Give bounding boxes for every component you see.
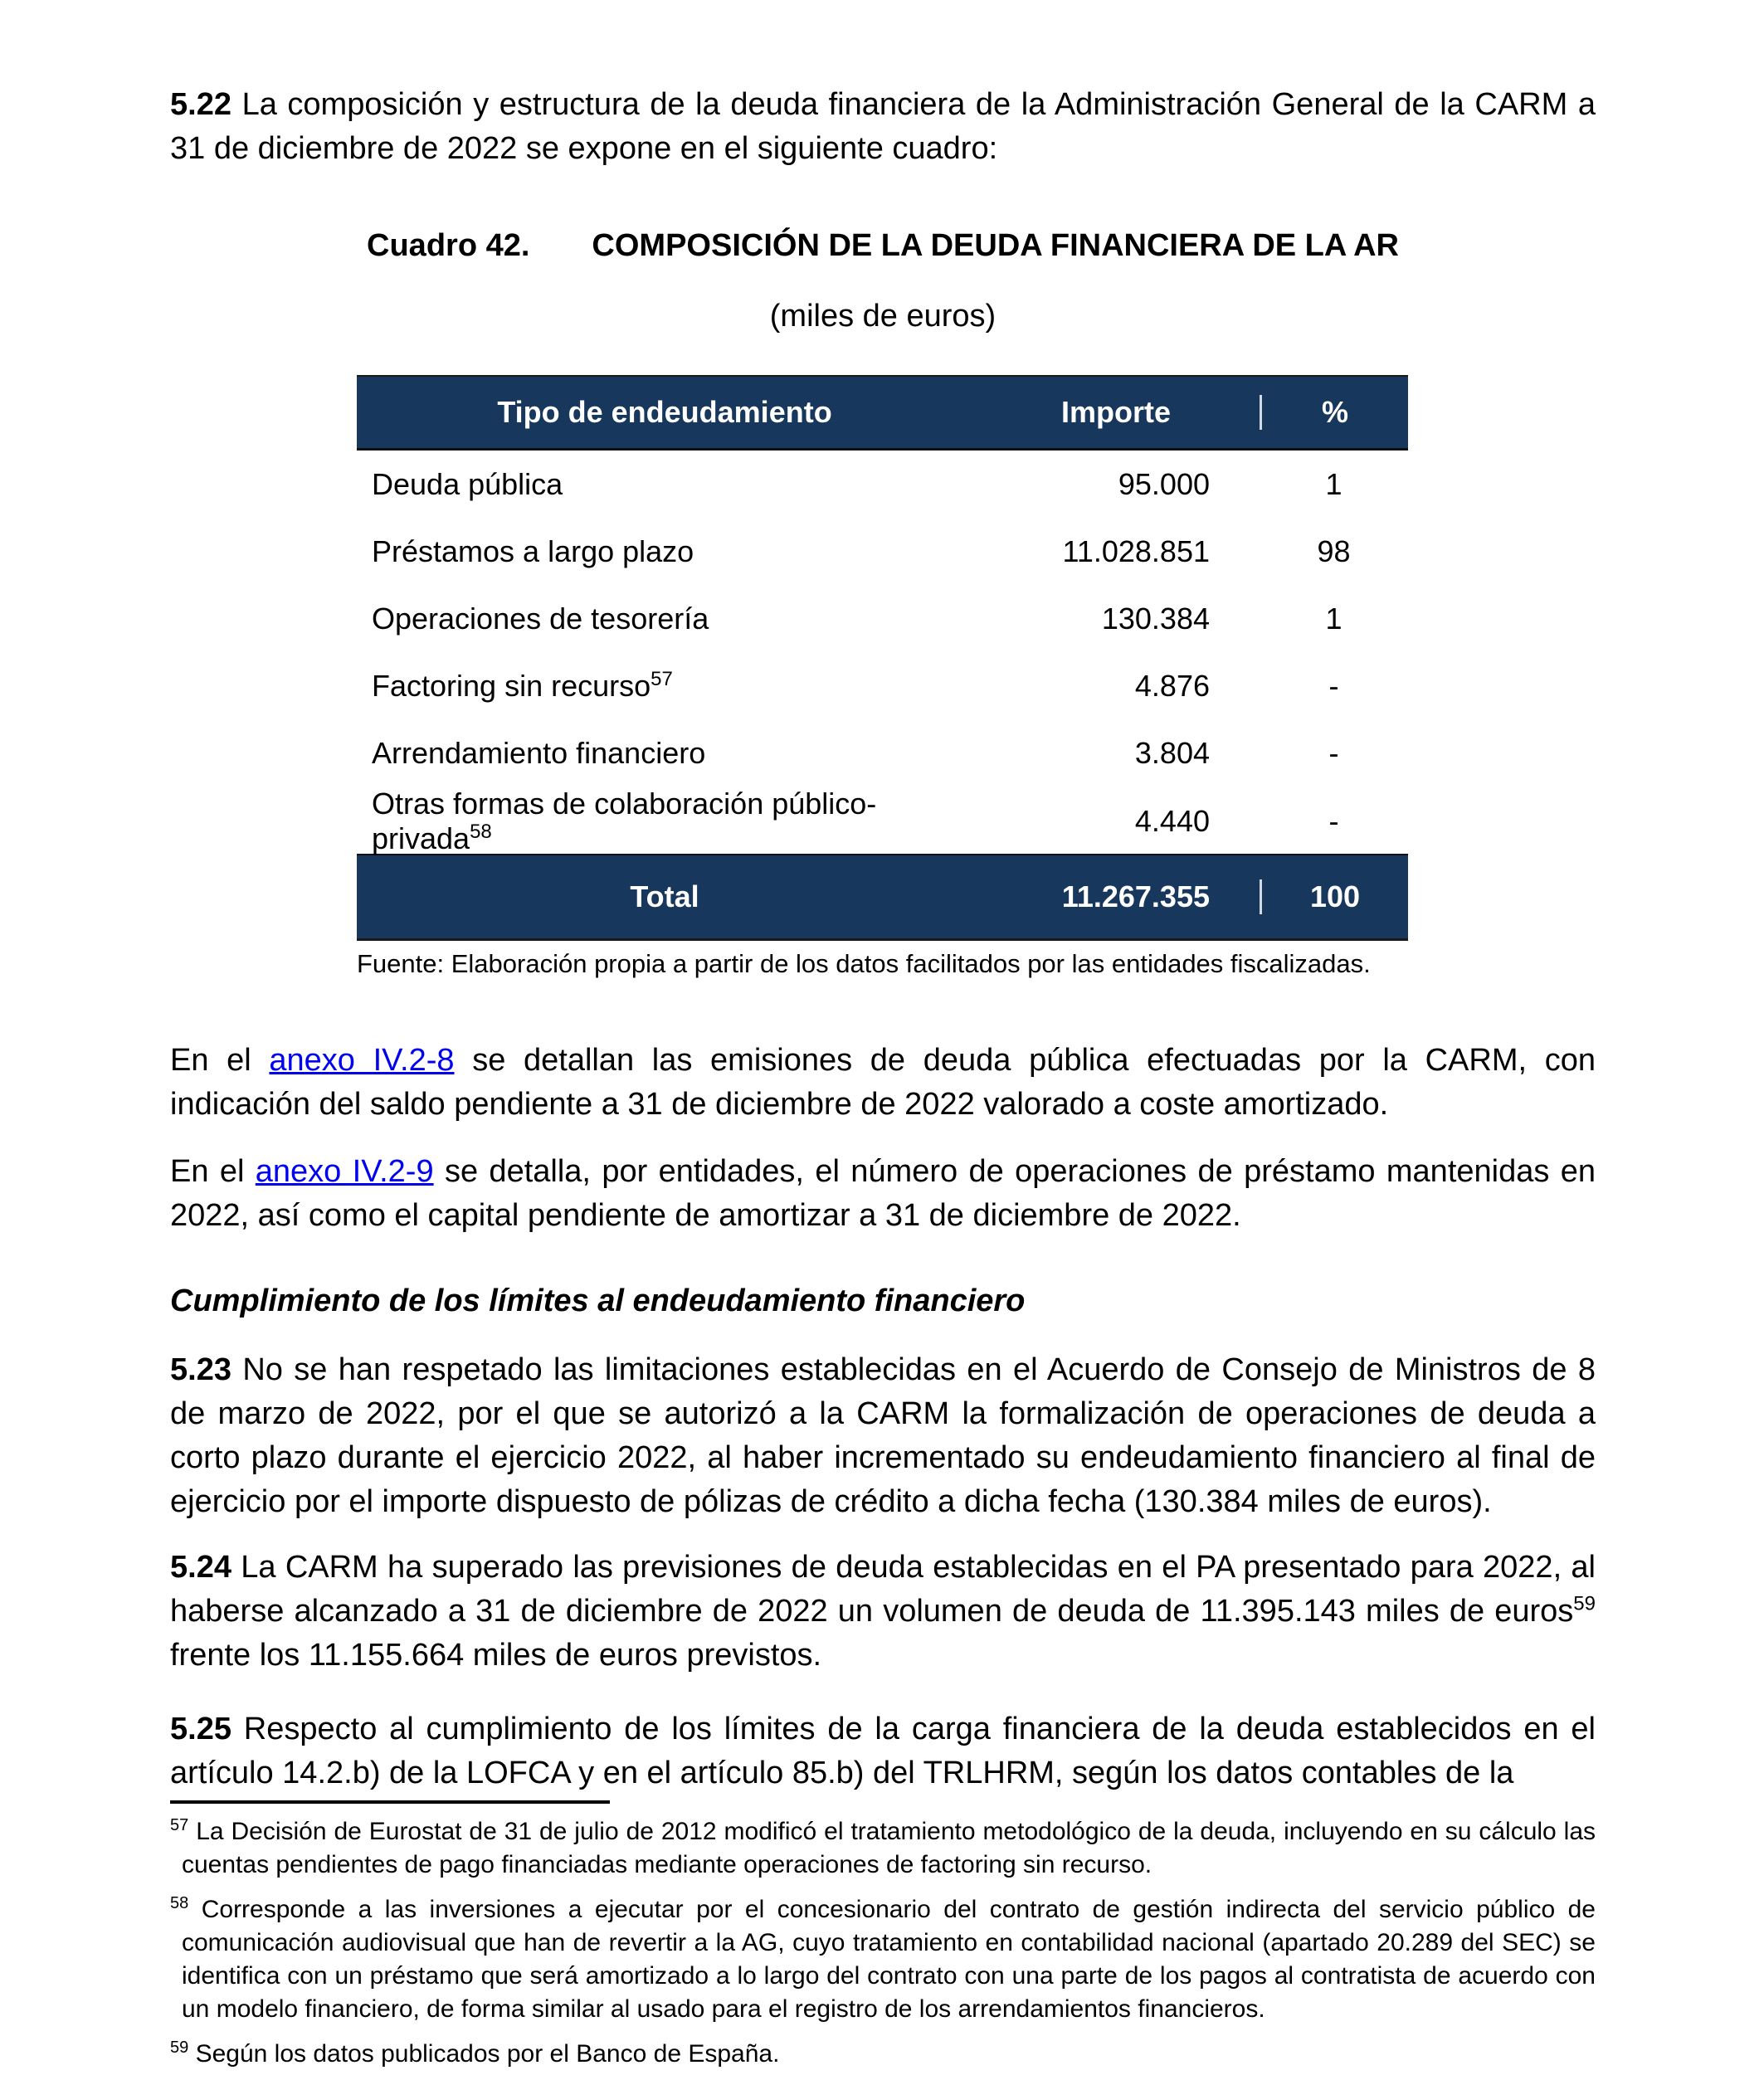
- table-row: [357, 518, 1408, 585]
- anexo-iv-2-8-link[interactable]: anexo IV.2-8: [269, 1043, 455, 1078]
- cell-importe: 95.000: [1118, 466, 1210, 501]
- paragraph-text: La composición y estructura de la deuda financiera de la Administración General de la CARM a 31 de diciembre de 2022 se expone en el siguiente cuadro:: [170, 87, 1596, 166]
- paragraph-number: 5.22: [170, 87, 231, 122]
- cell-tipo-text: Otras formas de colaboración público-privada: [372, 787, 877, 855]
- footnote-ref-59: 59: [1573, 1592, 1596, 1615]
- footnote-separator: [170, 1800, 610, 1804]
- cell-tipo: [357, 787, 972, 856]
- paragraph-number: 5.23: [170, 1352, 231, 1387]
- anexo-iv-2-9-link[interactable]: anexo IV.2-9: [255, 1154, 434, 1189]
- source-note: Fuente: Elaboración propia a partir de los datos facilitados por las entidades fiscalizadas.: [357, 949, 1371, 978]
- section-heading: Cumplimiento de los límites al endeudamiento financiero: [170, 1283, 1026, 1318]
- paragraph-5-23: [170, 1348, 1596, 1524]
- footnote-text: Corresponde a las inversiones a ejecutar por el concesionario del contrato de gestión indirecta del servicio público de comunicación audiovisual que han de revertir a la AG, cuyo tratamiento en contabilidad nacional (apartado 20.289 del SEC) se identifica con un préstamo que será amortizado a lo largo del contrato con una parte de los pagos al contratista de acuerdo con un modelo financiero, de forma similar al usado para el registro de los arrendamientos financieros.: [182, 1896, 1596, 2023]
- footnote-text: Según los datos publicados por el Banco de España.: [195, 2040, 780, 2068]
- cell-pct: 1: [1325, 466, 1342, 501]
- cell-tipo: [357, 467, 972, 502]
- column-header-pct: %: [1260, 395, 1408, 430]
- paragraph-text: La CARM ha superado las previsiones de deuda establecidas en el PA presentado para 2022, al haberse alcanzado a 31 de diciembre de 2022 un volumen de deuda de 11.395.143 miles de euros: [170, 1550, 1596, 1629]
- footnote-57: [170, 1815, 1596, 1882]
- paragraph-number: 5.24: [170, 1550, 231, 1585]
- table-row: [357, 451, 1408, 518]
- cell-pct: -: [1328, 735, 1339, 770]
- cell-tipo: [357, 669, 972, 704]
- paragraph-5-22: [170, 83, 1596, 171]
- cell-tipo-text: Operaciones de tesorería: [372, 601, 709, 636]
- footnote-58: [170, 1893, 1596, 2026]
- column-header-tipo: Tipo de endeudamiento: [497, 395, 832, 429]
- footnote-text: La Decisión de Eurostat de 31 de julio de 2012 modificó el tratamiento metodológico de la deuda, incluyendo en su cálculo las cuentas pendientes de pago financiadas mediante operaciones de factoring sin recurso.: [182, 1818, 1596, 1878]
- footnote-number: 57: [170, 1816, 189, 1834]
- table-row: [357, 585, 1408, 652]
- cell-pct: -: [1328, 804, 1339, 838]
- cell-importe: 130.384: [1101, 601, 1210, 636]
- paragraph-number: 5.25: [170, 1712, 231, 1746]
- table-row: [357, 719, 1408, 787]
- footnote-number: 59: [170, 2038, 189, 2057]
- table-row: [357, 652, 1408, 719]
- paragraph-5-24: [170, 1546, 1596, 1678]
- paragraph-text: frente los 11.155.664 miles de euros previstos.: [170, 1638, 822, 1673]
- cell-tipo: [357, 534, 972, 569]
- cell-pct: 98: [1317, 533, 1351, 568]
- footnote-ref-58: 58: [470, 821, 492, 843]
- cell-tipo-text: Factoring sin recurso: [372, 668, 651, 703]
- cell-tipo-text: Préstamos a largo plazo: [372, 533, 694, 568]
- cell-tipo-text: Deuda pública: [372, 466, 563, 501]
- paragraph-text: Respecto al cumplimiento de los límites de la carga financiera de la deuda establecidos en el artículo 14.2.b) de la LOFCA y en el artículo 85.b) del TRLHRM, según los datos contables de la: [170, 1712, 1596, 1790]
- footnote-59: [170, 2038, 1596, 2071]
- paragraph-anexo-iv-2-9: [170, 1150, 1596, 1238]
- paragraph-text: se detalla, por entidades, el número de operaciones de préstamo mantenidas en 2022, así como el capital pendiente de amortizar a 31 de diciembre de 2022.: [170, 1154, 1596, 1233]
- table-caption: [170, 224, 1596, 268]
- cell-pct: -: [1328, 668, 1339, 703]
- paragraph-text: No se han respetado las limitaciones establecidas en el Acuerdo de Consejo de Ministros de 8 de marzo de 2022, por el que se autorizó a la CARM la formalización de operaciones de deuda a corto plazo durante el ejercicio 2022, al haber incrementado su endeudamiento financiero al final de ejercicio por el importe dispuesto de pólizas de crédito a dicha fecha (130.384 miles de euros).: [170, 1352, 1596, 1519]
- total-label: Total: [630, 879, 699, 913]
- paragraph-anexo-iv-2-8: [170, 1039, 1596, 1127]
- cell-pct: 1: [1325, 601, 1342, 636]
- table-header-row: [357, 377, 1408, 451]
- table-caption-label: Cuadro 42.: [367, 228, 530, 263]
- paragraph-text: En el: [170, 1154, 256, 1189]
- table-total-row: [357, 854, 1408, 938]
- cell-importe: 11.028.851: [1062, 533, 1210, 568]
- cell-importe: 3.804: [1134, 735, 1210, 770]
- cell-tipo-text: Arrendamiento financiero: [372, 735, 706, 770]
- column-header-importe: Importe: [1060, 395, 1171, 429]
- total-importe: 11.267.355: [1061, 879, 1210, 913]
- footnote-number: 58: [170, 1894, 189, 1912]
- cell-tipo: [357, 736, 972, 771]
- total-pct: 100: [1260, 879, 1408, 914]
- table-row: [357, 787, 1408, 854]
- table-caption-title: COMPOSICIÓN DE LA DEUDA FINANCIERA DE LA AR: [592, 228, 1399, 263]
- paragraph-5-25: [170, 1707, 1596, 1795]
- paragraph-text: se detallan las emisiones de deuda pública efectuadas por la CARM, con indicación del saldo pendiente a 31 de diciembre de 2022 valorado a coste amortizado.: [170, 1043, 1596, 1122]
- paragraph-text: En el: [170, 1043, 270, 1078]
- footnote-ref-57: 57: [651, 667, 673, 690]
- cell-importe: 4.440: [1134, 804, 1210, 838]
- cell-tipo: [357, 602, 972, 636]
- table-units-note: (miles de euros): [769, 299, 997, 334]
- cell-importe: 4.876: [1134, 668, 1210, 703]
- debt-composition-table: [357, 375, 1408, 941]
